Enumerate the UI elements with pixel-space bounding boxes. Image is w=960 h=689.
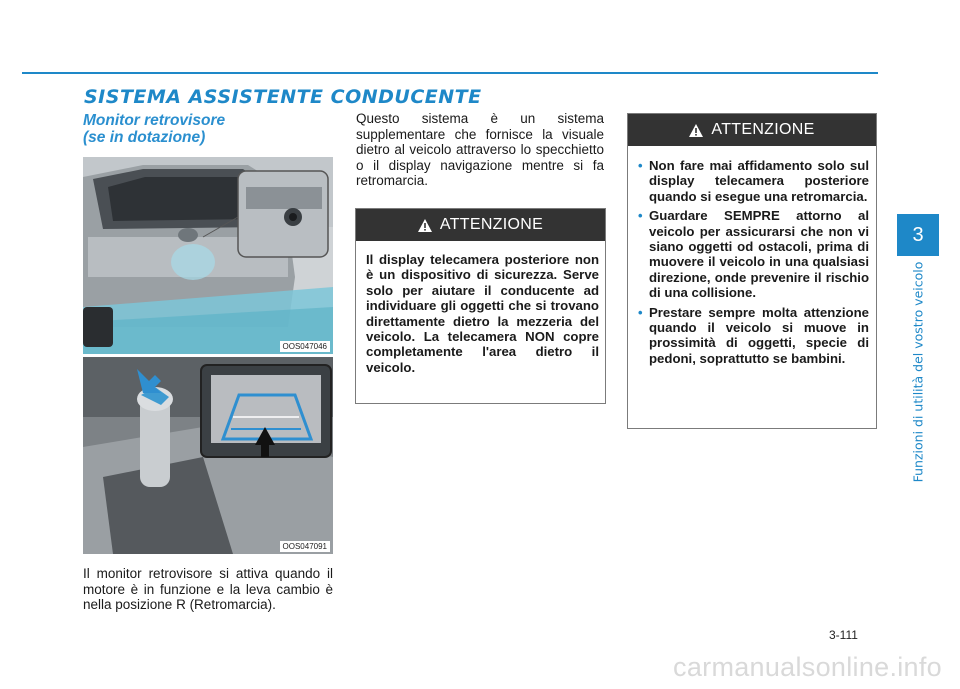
section-title: SISTEMA ASSISTENTE CONDUCENTE	[84, 86, 482, 108]
monitor-activation-text: Il monitor retrovisore si attiva quando il motore è in funzione e la leva cambio è nella posizione R (Retromarcia).	[83, 566, 333, 612]
figure-label: OOS047046	[280, 341, 330, 352]
header-rule	[22, 72, 878, 74]
chapter-title: Funzioni di utilità del vostro veicolo	[910, 261, 926, 483]
bullet-icon: •	[638, 158, 643, 173]
page-number: 3-111	[829, 628, 858, 642]
figure-label: OOS047091	[280, 541, 330, 552]
warning-title: ATTENZIONE	[439, 216, 544, 233]
subsection-title-line1: Monitor retrovisore	[83, 112, 226, 129]
warning-list-container	[628, 146, 876, 366]
warning-box-safety	[627, 113, 877, 429]
gear-display-figure	[83, 357, 333, 554]
warning-list-item	[637, 305, 869, 367]
warning-triangle-icon	[418, 219, 432, 232]
warning-item-text: Guardare SEMPRE attorno al veicolo per assicurarsi che non vi siano oggetti od ostacoli, prima di muovere il veicolo in una qualsiasi direzione, onde prevenire il rischio di una collisione.	[649, 208, 869, 301]
warning-header	[356, 209, 605, 241]
warning-item-text: Prestare sempre molta attenzione quando il veicolo si muove in prossimità di oggetti, specie di pedoni, soprattutto se bambini.	[649, 304, 869, 366]
bullet-icon: •	[638, 304, 643, 320]
rear-camera-illustration	[83, 157, 333, 354]
warning-list-item	[637, 208, 869, 300]
subsection-title-line2: (se in dotazione)	[83, 129, 206, 146]
rear-camera-figure	[83, 157, 333, 354]
watermark: carmanualsonline.info	[673, 652, 942, 682]
subsection-title	[83, 112, 323, 146]
chapter-number-tab: 3	[897, 214, 939, 256]
warning-item-text: Non fare mai affidamento solo sul display telecamera posteriore quando si esegue una retromarcia.	[649, 158, 869, 204]
bullet-icon: •	[638, 208, 643, 224]
system-intro-text: Questo sistema è un sistema supplementare che fornisce la visuale dietro al veicolo attraverso lo specchietto o il display navigazione mentre si fa retromarcia.	[356, 111, 604, 188]
warning-list	[637, 158, 869, 366]
gear-display-illustration	[83, 357, 333, 554]
warning-header	[628, 114, 876, 146]
warning-text: Il display telecamera posteriore non è un dispositivo di sicurezza. Serve solo per aiutare il conducente ad individuare gli oggetti che si trovano direttamente dietro la mezzeria del veicolo. La telecamera NON copre completamente l'area dietro il veicolo.	[366, 252, 599, 375]
warning-triangle-icon	[689, 124, 703, 137]
warning-title: ATTENZIONE	[711, 121, 815, 138]
warning-list-item	[637, 158, 869, 204]
warning-box-camera	[355, 208, 606, 404]
